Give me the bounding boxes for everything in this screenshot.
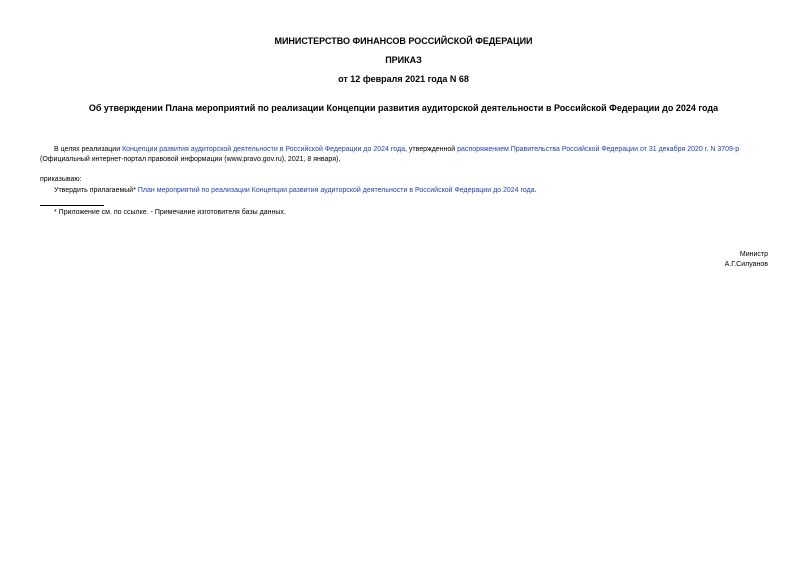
footnote-text: * Приложение см. по ссылке. - Примечание изготовителя базы данных. [54, 209, 286, 216]
footnote-divider [40, 205, 104, 206]
signature-name: А.Г.Силуанов [724, 261, 768, 268]
paragraph-1-line-1 [54, 145, 739, 154]
government-order-link[interactable]: распоряжением Правительства Российской Федерации от 31 декабря 2020 г. N 3709-р [457, 146, 740, 153]
paragraph-1-line-2: (Официальный интернет-портал правовой информации (www.pravo.gov.ru), 2021, 8 января), [40, 156, 341, 163]
paragraph-2-prefix: Утвердить прилагаемый* [54, 187, 138, 194]
paragraph-1-prefix: В целях реализации [54, 146, 123, 153]
concept-link[interactable]: Концепции развития аудиторской деятельности в Российской Федерации до 2024 года [122, 146, 405, 153]
orders-word: приказываю: [40, 176, 82, 183]
document-title: Об утверждении Плана мероприятий по реализации Концепции развития аудиторской деятельности в Российской Федерации до 2024 года [88, 103, 719, 113]
plan-link[interactable]: План мероприятий по реализации Концепции развития аудиторской деятельности в Российской Федерации до 2024 года [137, 187, 535, 194]
paragraph-2 [54, 186, 537, 195]
paragraph-1-middle: , утвержденной [404, 146, 458, 153]
paragraph-2-suffix: . [534, 187, 537, 194]
date-number-heading: от 12 февраля 2021 года N 68 [338, 74, 469, 84]
doc-type-heading: ПРИКАЗ [385, 55, 422, 65]
signature-position: Министр [739, 251, 768, 258]
ministry-heading: МИНИСТЕРСТВО ФИНАНСОВ РОССИЙСКОЙ ФЕДЕРАЦИИ [274, 36, 533, 46]
